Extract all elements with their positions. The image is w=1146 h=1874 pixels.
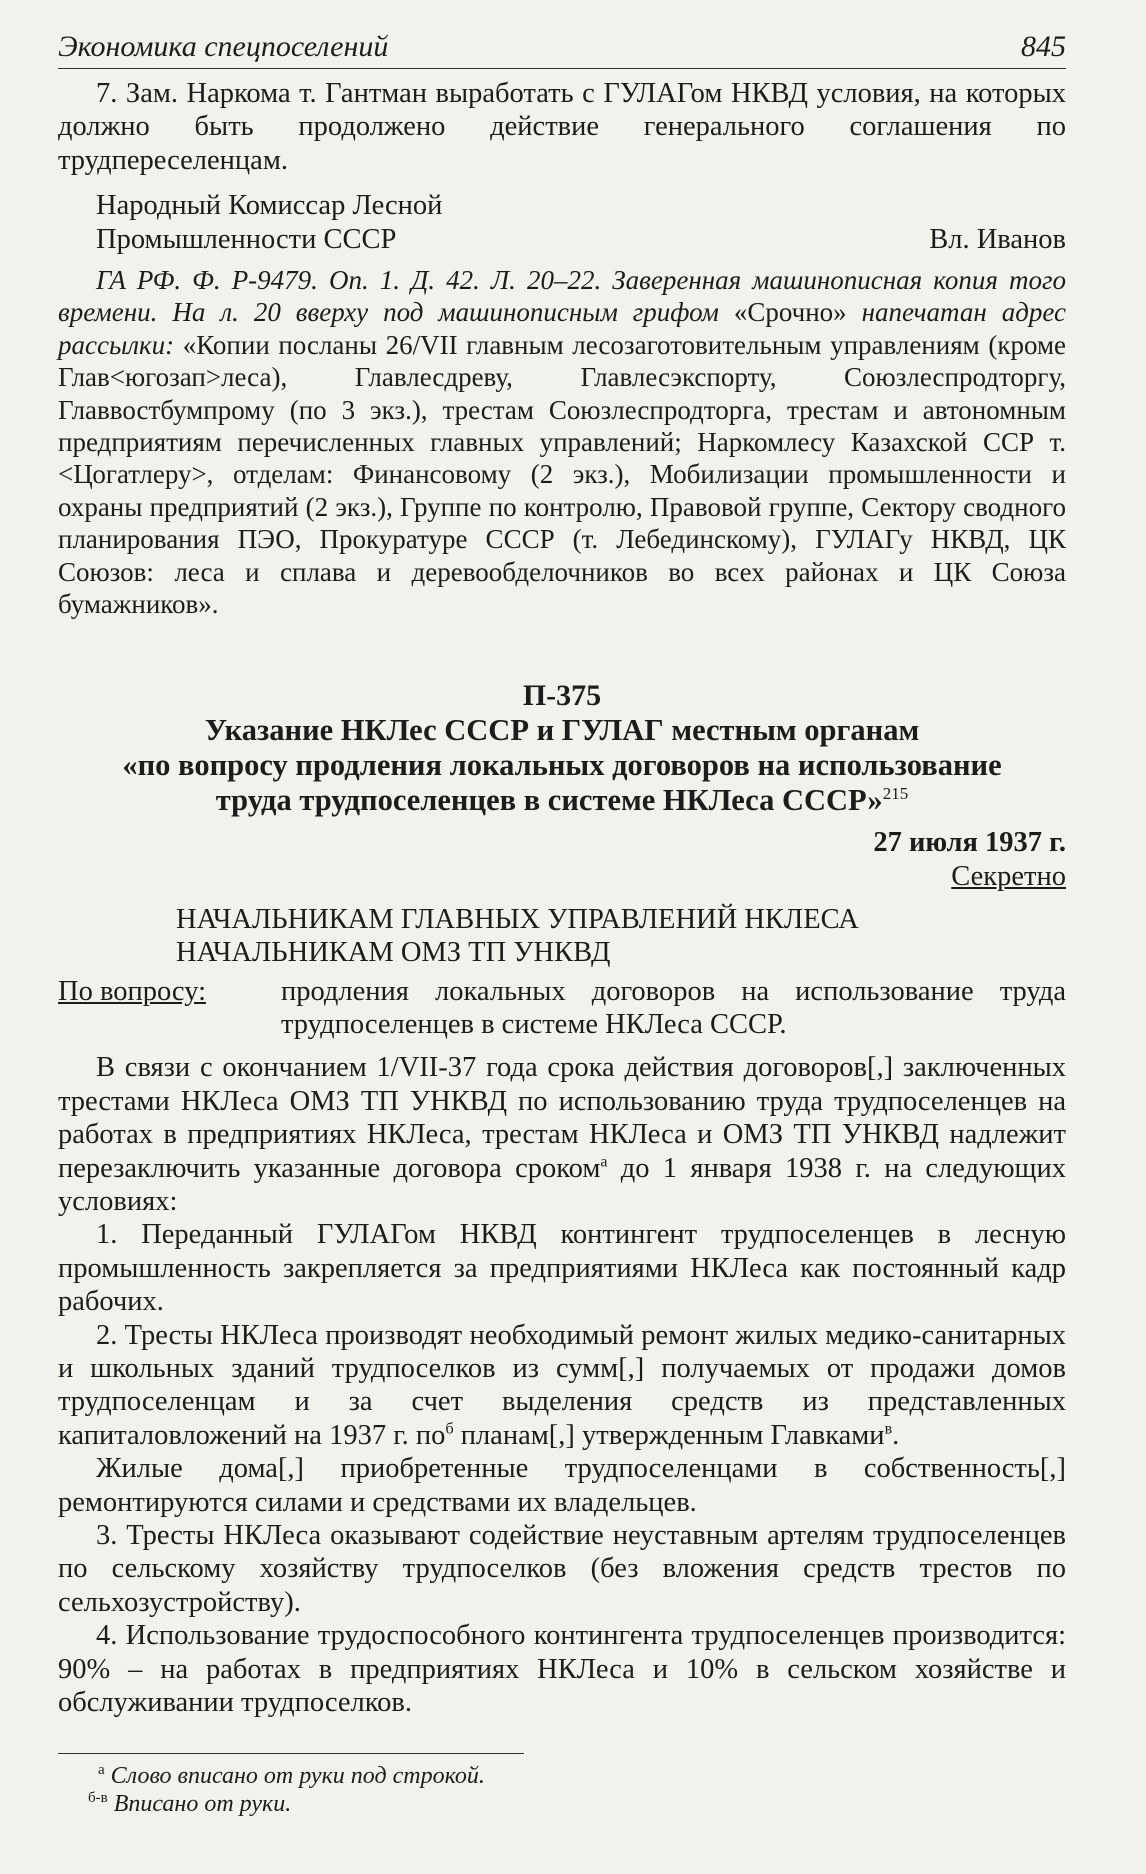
footnotes <box>58 1762 1066 1818</box>
topic-block <box>58 975 1066 1042</box>
paragraph-4: 4. Использование трудоспособного контингента трудпоселенцев производится: 90% – на работах в предприятиях НКЛеса и 10% в сельском хозяйстве и обслуживании трудпоселков. <box>58 1620 1066 1719</box>
p2-text-a: 2. Тресты НКЛеса производят необходимый ремонт жилых медико-санитарных и школьных зданий трудпоселков из сумм[,] получаемых от продажи домов трудпоселенцам и за счет выделения средств из представленных капиталовложений на 1937 г. по <box>58 1319 1066 1451</box>
paragraph-2 <box>58 1319 1066 1453</box>
footnote-ref-a: а <box>600 1153 608 1171</box>
paragraph-2-extra: Жилые дома[,] приобретенные трудпоселенцами в собственность[,] ремонтируются силами и средствами их владельцев. <box>58 1453 1066 1518</box>
footnote-a-mark: а <box>98 1762 105 1779</box>
archive-address-intro: напечатан адрес рассылки: <box>58 297 1067 360</box>
archive-source: ГА РФ. Ф. Р-9479. Оп. 1. Д. 42. Л. 20–22. Заверенная машинописная копия того времени. На л. 20 вверху под машинописным грифом <box>58 265 1066 328</box>
title-line3: труда трудпоселенцев в системе НКЛеса СССР» <box>215 782 883 817</box>
document-page <box>58 30 1066 1818</box>
signature-line2: Промышленности СССР <box>96 223 397 255</box>
addressee-2: НАЧАЛЬНИКАМ ОМЗ ТП УНКВД <box>176 936 611 968</box>
footnote-bv <box>58 1790 1066 1818</box>
topic-text: продления локальных договоров на использование труда трудпоселенцев в системе НКЛеса СССР. <box>281 975 1066 1040</box>
paragraph-3: 3. Тресты НКЛеса оказывают содействие неуставным артелям трудпоселенцев по сельскому хозяйству трудпоселков (без вложения средств трестов по сельхозустройству). <box>58 1520 1066 1618</box>
signature-line1: Народный Комиссар Лесной <box>96 190 443 222</box>
p2-text-c: . <box>892 1419 900 1451</box>
signature-block <box>58 189 1066 256</box>
intro-text-a: В связи с окончанием 1/VII-37 года срока действия договоров[,] заключенных трестами НКЛеса ОМЗ ТП УНКВД по использованию труда трудпоселенцев на работах в предприятиях НКЛеса, трестам НКЛеса и ОМЗ ТП УНКВД надлежит перезаключить указанные договора сроком <box>58 1052 1066 1184</box>
intro-paragraph <box>58 1051 1066 1218</box>
addressee-block <box>58 903 1066 969</box>
running-header <box>58 30 1066 69</box>
footnote-a <box>58 1762 1066 1790</box>
footnote-bv-text: Вписано от руки. <box>113 1791 292 1818</box>
signature-name: Вл. Иванов <box>929 223 1066 255</box>
addressee-1: НАЧАЛЬНИКАМ ГЛАВНЫХ УПРАВЛЕНИЙ НКЛЕСА <box>176 903 859 935</box>
prev-item-7: 7. Зам. Наркома т. Гантман выработать с ГУЛАГом НКВД условия, на которых должно быть продолжено действие генерального соглашения по трудпереселенцам. <box>58 78 1066 176</box>
archive-distribution: «Копии посланы 26/VII главным лесозаготовительным управлениям (кроме Глав<югозап>леса), Главлесдреву, Главлесэкспорту, Союзлеспродторгу, Главвостбумпрому (по 3 экз.), трестам Союзлеспродторга, трестам и автономным предприятиям перечисленных главных управлений; Наркомлесу Казахской ССР т. <Цогатлеру>, отделам: Финансовому (2 экз.), Мобилизации промышленности и охраны предприятий (2 экз.), Группе по контролю, Правовой группе, Сектору сводного планирования ПЭО, Прокуратуре СССР (т. Лебединскому), ГУЛАГу НКВД, ЦК Союзов: леса и сплава и деревообделочников во всех районах и ЦК Союза бумажников». <box>58 329 1067 620</box>
paragraph-1: 1. Переданный ГУЛАГом НКВД контингент трудпоселенцев в лесную промышленность закрепляется за предприятиями НКЛеса как постоянный кадр рабочих. <box>58 1219 1066 1318</box>
page-number: 845 <box>1021 30 1066 63</box>
footnote-ref-b: б <box>445 1420 454 1438</box>
running-title: Экономика спецпоселений <box>58 30 389 63</box>
topic-label: По вопросу: <box>58 975 206 1007</box>
archive-note <box>58 264 1066 620</box>
secrecy-stamp <box>58 860 1066 893</box>
footnote-a-text: Слово вписано от руки под строкой. <box>110 1763 485 1790</box>
document-number: П-375 <box>522 678 602 712</box>
intro-text-b: до 1 января 1938 г. на следующих условиях: <box>58 1152 1067 1217</box>
document-title <box>58 713 1066 818</box>
p2-text-b: планам[,] утвержденным Главками <box>453 1419 885 1451</box>
footnote-bv-mark: б-в <box>88 1790 108 1807</box>
title-line1: Указание НКЛес СССР и ГУЛАГ местным органам <box>204 712 920 747</box>
title-line2: «по вопросу продления локальных договоров на использование <box>122 747 1002 782</box>
secrecy-label: Секретно <box>951 860 1066 892</box>
footnote-divider <box>58 1753 524 1754</box>
footnote-ref-v: в <box>884 1420 893 1438</box>
document-date: 27 июля 1937 г. <box>873 826 1066 858</box>
archive-stamp: «Срочно» <box>733 297 847 328</box>
title-footnote-ref: 215 <box>882 783 909 803</box>
